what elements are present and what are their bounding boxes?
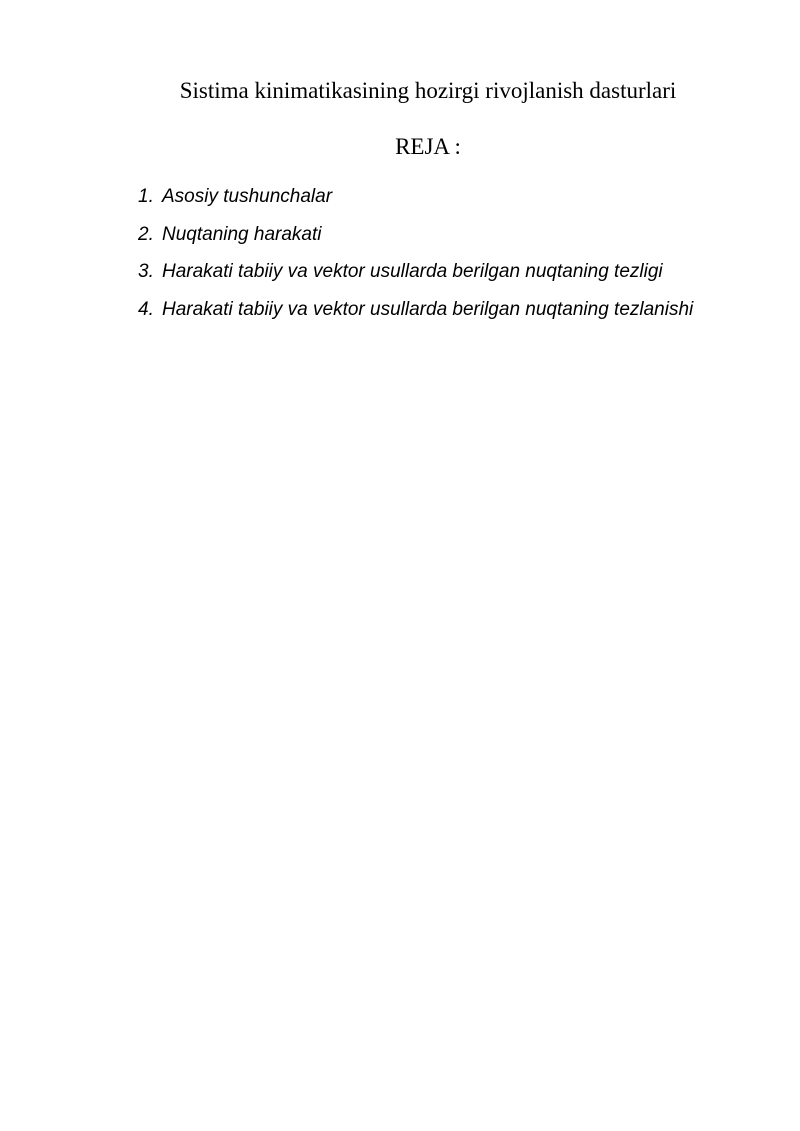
plan-item — [138, 222, 693, 260]
plan-heading: REJA : — [395, 134, 461, 159]
plan-item-text: Nuqtaning harakati — [162, 223, 322, 245]
plan-list — [138, 184, 693, 334]
plan-item-number: 1. — [138, 186, 154, 207]
plan-item-number: 2. — [138, 223, 154, 245]
plan-item — [138, 259, 693, 297]
plan-item — [138, 184, 693, 222]
plan-item-number: 3. — [138, 261, 154, 282]
document-title: Sistima kinimatikasining hozirgi rivojlanish dasturlari — [179, 78, 677, 103]
plan-item-number: 4. — [138, 298, 154, 320]
plan-item-text: Harakati tabiiy va vektor usullarda berilgan nuqtaning tezlanishi — [162, 298, 694, 320]
plan-item-text: Asosiy tushunchalar — [162, 186, 333, 207]
plan-item — [138, 297, 693, 335]
plan-item-text: Harakati tabiiy va vektor usullarda berilgan nuqtaning tezligi — [162, 261, 663, 282]
